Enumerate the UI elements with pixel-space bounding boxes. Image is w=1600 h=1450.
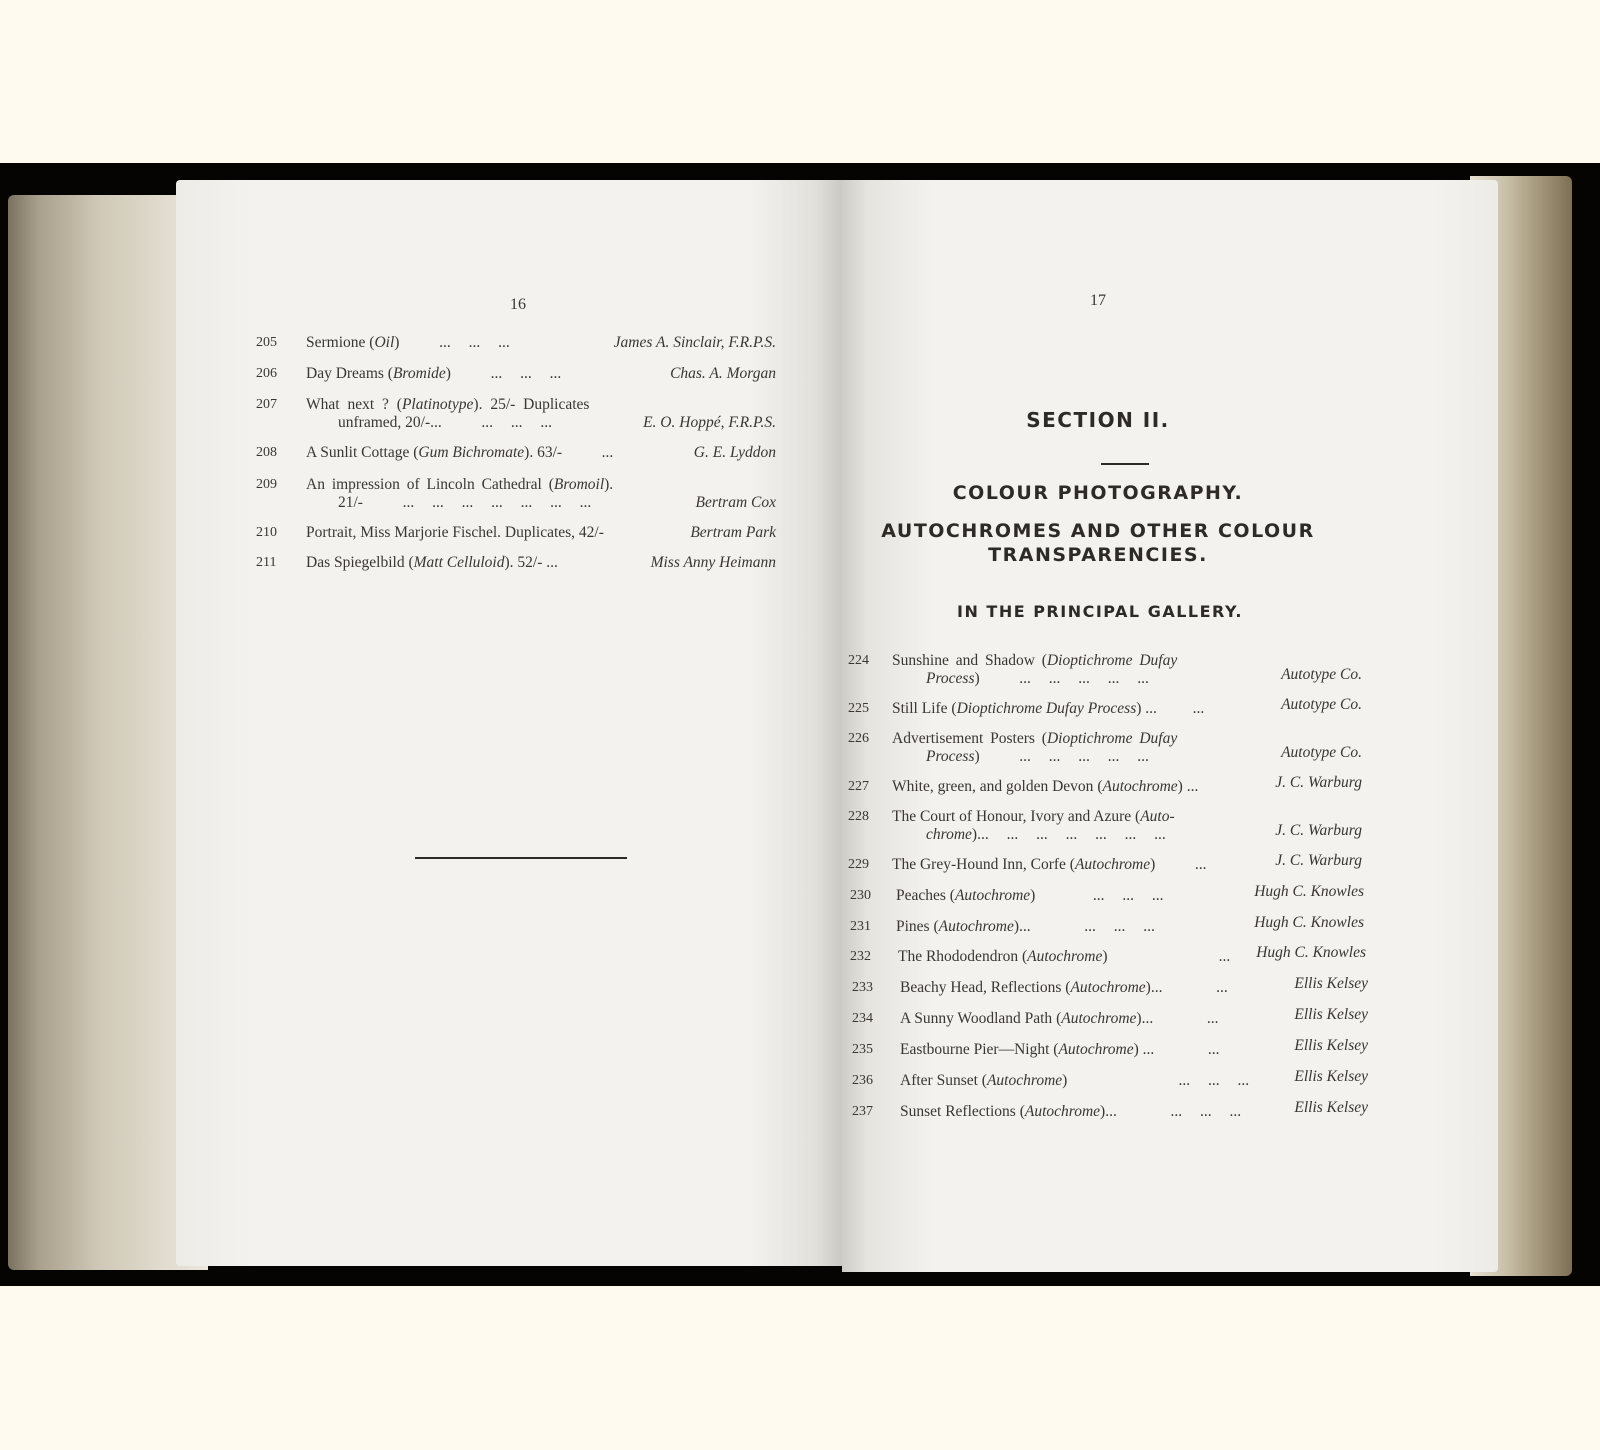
catalogue-entry: [852, 1037, 1368, 1061]
entry-title: A Sunlit Cottage (Gum Bichromate). 63/- ...: [306, 444, 614, 461]
entry-artist: Bertram Park: [690, 524, 776, 541]
entry-title: An impression of Lincoln Cathedral (Bromoil).: [306, 476, 614, 493]
entry-artist: Ellis Kelsey: [1294, 1099, 1368, 1116]
entry-title: The Rhododendron (Autochrome) ...: [898, 948, 1231, 965]
entry-artist: Ellis Kelsey: [1294, 1037, 1368, 1054]
entry-title: Day Dreams (Bromide) ... ... ...: [306, 365, 562, 382]
entry-artist: J. C. Warburg: [1275, 774, 1362, 791]
entry-number: 225: [848, 701, 869, 716]
entry-title: The Court of Honour, Ivory and Azure (Auto-: [892, 808, 1175, 825]
entry-title: Eastbourne Pier—Night (Autochrome) ... ...: [900, 1041, 1220, 1058]
entry-number: 209: [256, 477, 277, 492]
entry-continuation: chrome)... ... ... ... ... ... ...: [926, 826, 1166, 843]
catalogue-entry: [852, 1099, 1368, 1123]
catalogue-entry: [850, 883, 1364, 907]
catalogue-entry: [852, 1068, 1368, 1092]
entry-artist: G. E. Lyddon: [693, 444, 776, 461]
entry-artist: Autotype Co.: [1281, 696, 1362, 713]
end-rule: [415, 857, 627, 859]
catalogue-entry: [848, 774, 1362, 798]
entry-title: A Sunny Woodland Path (Autochrome)... ...: [900, 1010, 1219, 1027]
entry-number: 211: [256, 555, 277, 570]
catalogue-entry: [852, 975, 1368, 999]
entry-number: 227: [848, 779, 869, 794]
entry-title: Sunset Reflections (Autochrome)... ... ... ...: [900, 1103, 1242, 1120]
entry-title: Portrait, Miss Marjorie Fischel. Duplicates, 42/-: [306, 524, 604, 541]
heading-autochromes: AUTOCHROMES AND OTHER COLOUR: [881, 520, 1315, 542]
entry-number: 231: [850, 919, 871, 934]
catalogue-entry: [852, 1006, 1368, 1030]
entry-artist: Chas. A. Morgan: [670, 365, 776, 382]
page-number: 16: [510, 296, 526, 313]
entry-title: Pines (Autochrome)... ... ... ...: [896, 918, 1155, 935]
entry-number: 208: [256, 445, 277, 460]
entry-number: 233: [852, 980, 873, 995]
entry-number: 226: [848, 731, 869, 746]
entry-artist: Autotype Co.: [1281, 666, 1362, 683]
entry-artist: Autotype Co.: [1281, 744, 1362, 761]
entry-artist: J. C. Warburg: [1275, 822, 1362, 839]
catalogue-entry: [848, 730, 1362, 770]
entry-number: 237: [852, 1104, 873, 1119]
entry-continuation: unframed, 20/-... ... ... ...: [338, 414, 552, 431]
entry-artist: Hugh C. Knowles: [1256, 944, 1366, 961]
catalogue-entry: [848, 652, 1362, 692]
entry-artist: Miss Anny Heimann: [650, 554, 776, 571]
entry-title: What next ? (Platinotype). 25/- Duplicates: [306, 396, 590, 413]
entry-number: 224: [848, 653, 869, 668]
entry-number: 207: [256, 397, 277, 412]
entry-title: Advertisement Posters (Dioptichrome Dufay: [892, 730, 1178, 747]
catalogue-entry: [848, 696, 1362, 720]
section-rule: [1101, 463, 1149, 465]
heading-principal-gallery: IN THE PRINCIPAL GALLERY.: [956, 602, 1243, 621]
catalogue-entry: [850, 914, 1364, 938]
entry-number: 229: [848, 857, 869, 872]
catalogue-entry: [256, 444, 776, 464]
entry-title: Sermione (Oil) ... ... ...: [306, 334, 510, 351]
entry-title: Sunshine and Shadow (Dioptichrome Dufay: [892, 652, 1178, 669]
entry-number: 235: [852, 1042, 873, 1057]
entry-title: Peaches (Autochrome) ... ... ...: [896, 887, 1164, 904]
entry-artist: J. C. Warburg: [1275, 852, 1362, 869]
entry-artist: Hugh C. Knowles: [1254, 914, 1364, 931]
entry-continuation: Process) ... ... ... ... ...: [926, 670, 1149, 687]
entry-number: 234: [852, 1011, 873, 1026]
entry-title: White, green, and golden Devon (Autochrome) ...: [892, 778, 1199, 795]
entry-artist: Ellis Kelsey: [1294, 1068, 1368, 1085]
entry-number: 228: [848, 809, 869, 824]
catalogue-entry: [848, 852, 1362, 876]
entry-artist: Ellis Kelsey: [1294, 975, 1368, 992]
entry-title: After Sunset (Autochrome) ... ... ...: [900, 1072, 1250, 1089]
left-page: [176, 180, 842, 1266]
page-number: 17: [1090, 292, 1106, 309]
catalogue-entry: [256, 524, 776, 544]
entry-artist: James A. Sinclair, F.R.P.S.: [613, 334, 776, 351]
entry-artist: Bertram Cox: [695, 494, 776, 511]
section-heading: SECTION II.: [1026, 408, 1170, 432]
catalogue-entry: [850, 944, 1366, 968]
catalogue-entry: [256, 396, 776, 436]
heading-transparencies: TRANSPARENCIES.: [988, 544, 1208, 566]
entry-title: Beachy Head, Reflections (Autochrome)... ...: [900, 979, 1228, 996]
entry-title: Das Spiegelbild (Matt Celluloid). 52/- ...: [306, 554, 558, 571]
entry-artist: E. O. Hoppé, F.R.P.S.: [643, 414, 776, 431]
catalogue-entry: [256, 334, 776, 354]
entry-number: 205: [256, 335, 277, 350]
entry-number: 236: [852, 1073, 873, 1088]
catalogue-entry: [256, 554, 776, 574]
entry-number: 232: [850, 949, 871, 964]
entry-number: 230: [850, 888, 871, 903]
entry-continuation: 21/- ... ... ... ... ... ... ...: [338, 494, 592, 511]
right-page: [842, 180, 1498, 1272]
entry-number: 206: [256, 366, 277, 381]
catalogue-entry: [256, 365, 776, 385]
heading-colour-photography: COLOUR PHOTOGRAPHY.: [952, 482, 1244, 504]
entry-continuation: Process) ... ... ... ... ...: [926, 748, 1149, 765]
entry-title: Still Life (Dioptichrome Dufay Process) ... ...: [892, 700, 1205, 717]
catalogue-entry: [256, 476, 776, 516]
entry-artist: Hugh C. Knowles: [1254, 883, 1364, 900]
entry-artist: Ellis Kelsey: [1294, 1006, 1368, 1023]
catalogue-entry: [848, 808, 1362, 848]
entry-number: 210: [256, 525, 277, 540]
entry-title: The Grey-Hound Inn, Corfe (Autochrome) ...: [892, 856, 1207, 873]
